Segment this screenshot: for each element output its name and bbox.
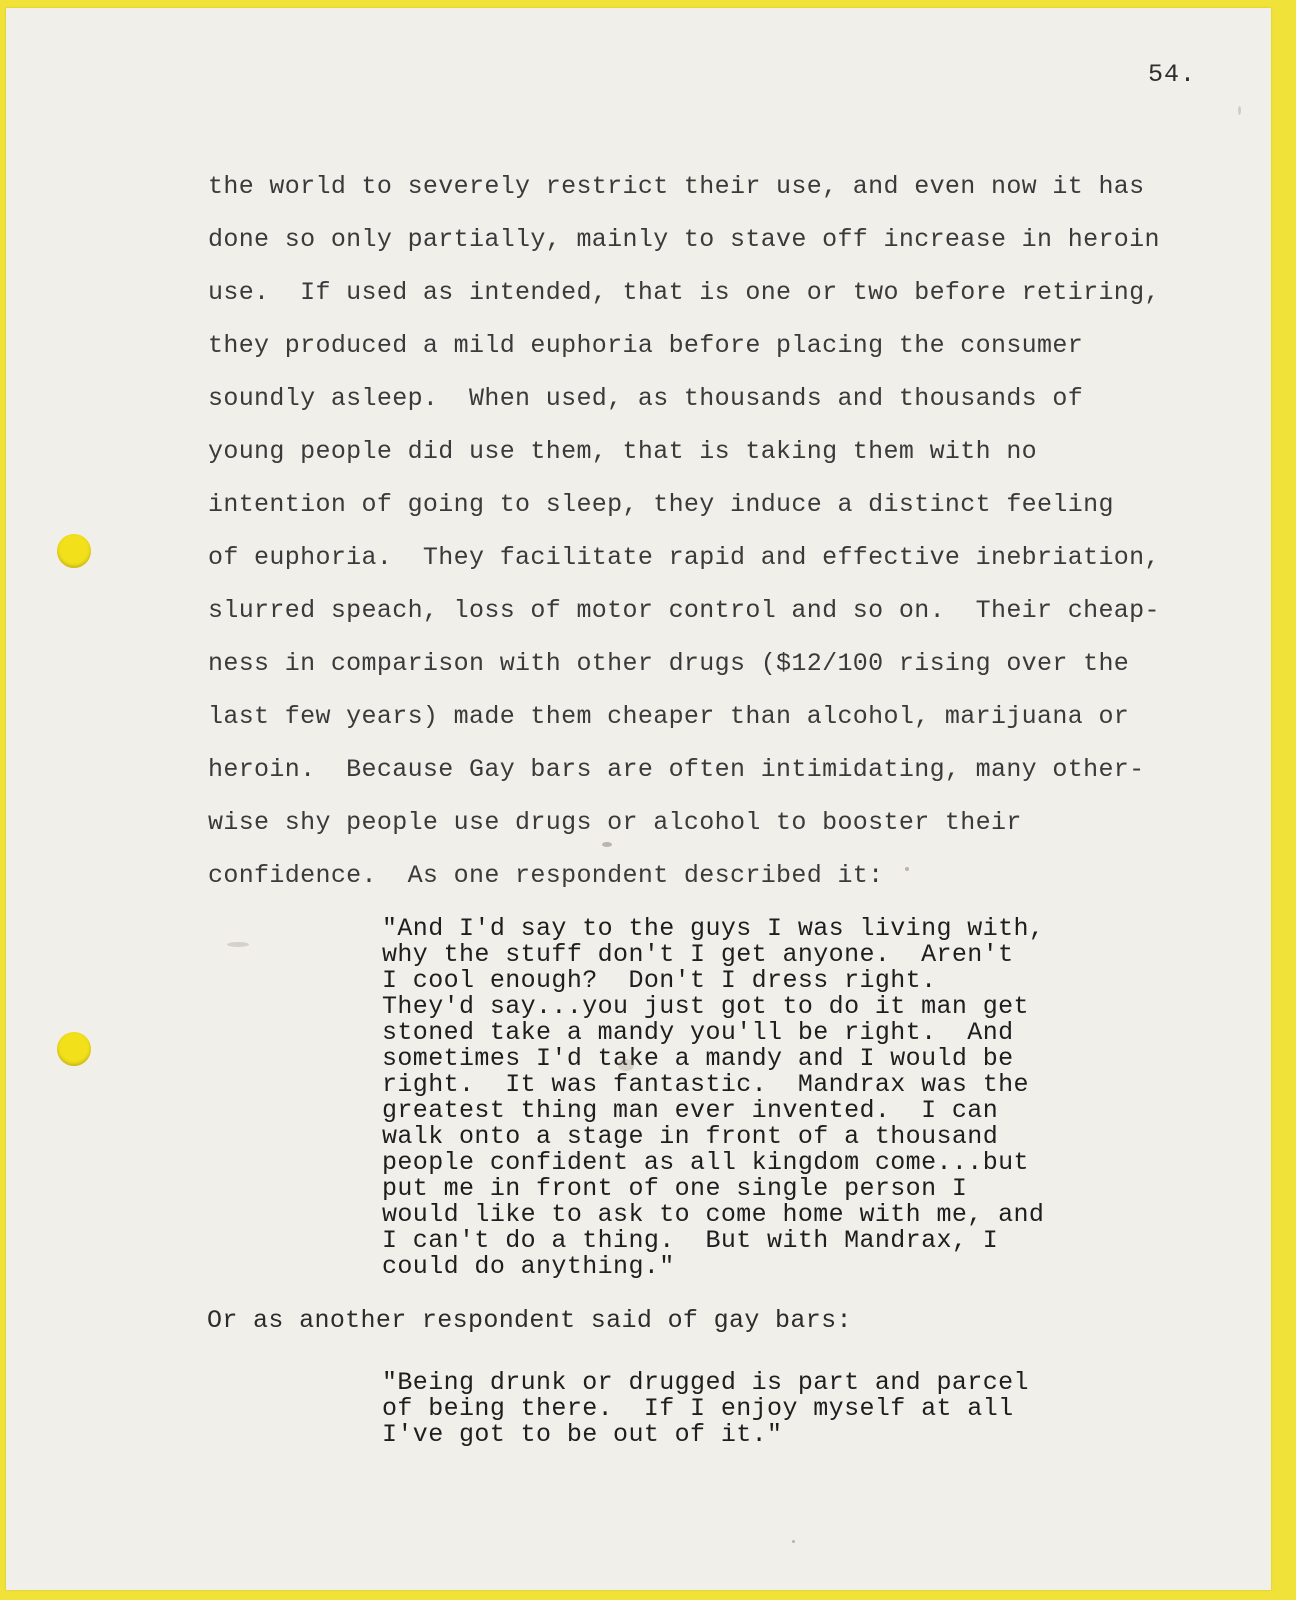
- body-line: ness in comparison with other drugs ($12/100 rising over the: [208, 649, 1130, 678]
- body-line: done so only partially, mainly to stave off increase in heroin: [208, 225, 1160, 254]
- paper-speck: [1238, 106, 1241, 115]
- body-line: wise shy people use drugs or alcohol to booster their: [208, 808, 1022, 837]
- quote-line: why the stuff don't I get anyone. Aren't: [382, 940, 1014, 969]
- block-quote: [382, 916, 1102, 1280]
- paper-speck: [792, 1540, 795, 1543]
- paper-speck: [227, 942, 249, 947]
- quote-line: I cool enough? Don't I dress right.: [382, 966, 937, 995]
- body-line: confidence. As one respondent described it:: [208, 861, 884, 890]
- body-line: soundly asleep. When used, as thousands and thousands of: [208, 384, 1084, 413]
- document-page: [6, 8, 1271, 1590]
- quote-line: They'd say...you just got to do it man get: [382, 992, 1029, 1021]
- quote-line: sometimes I'd take a mandy and I would be: [382, 1044, 1014, 1073]
- body-line: use. If used as intended, that is one or two before retiring,: [208, 278, 1160, 307]
- quote-line: "Being drunk or drugged is part and parcel: [382, 1368, 1029, 1397]
- quote-line: stoned take a mandy you'll be right. And: [382, 1018, 1014, 1047]
- body-line: heroin. Because Gay bars are often intimidating, many other-: [208, 755, 1145, 784]
- quote-line: right. It was fantastic. Mandrax was the: [382, 1070, 1029, 1099]
- quote-line: put me in front of one single person I: [382, 1174, 968, 1203]
- binder-hole: [57, 534, 91, 568]
- body-line: intention of going to sleep, they induce a distinct feeling: [208, 490, 1114, 519]
- quote-line: would like to ask to come home with me, and: [382, 1200, 1045, 1229]
- quote-line: greatest thing man ever invented. I can: [382, 1096, 999, 1125]
- binder-hole: [57, 1032, 91, 1066]
- body-line: young people did use them, that is taking them with no: [208, 437, 1038, 466]
- quote-line: people confident as all kingdom come...but: [382, 1148, 1029, 1177]
- body-line: last few years) made them cheaper than alcohol, marijuana or: [208, 702, 1130, 731]
- paper-speck: [618, 1059, 634, 1071]
- body-paragraph: [208, 160, 1208, 902]
- body-line: the world to severely restrict their use, and even now it has: [208, 172, 1145, 201]
- quote-line: I can't do a thing. But with Mandrax, I: [382, 1226, 999, 1255]
- quote-line: I've got to be out of it.": [382, 1420, 783, 1449]
- quote-line: walk onto a stage in front of a thousand: [382, 1122, 999, 1151]
- paper-speck: [602, 842, 612, 847]
- quote-line: could do anything.": [382, 1252, 675, 1281]
- quote-line: "And I'd say to the guys I was living with,: [382, 914, 1045, 943]
- quote-line: of being there. If I enjoy myself at all: [382, 1394, 1014, 1423]
- body-line: slurred speach, loss of motor control and so on. Their cheap-: [208, 596, 1160, 625]
- block-quote: [382, 1370, 1102, 1448]
- body-line: they produced a mild euphoria before placing the consumer: [208, 331, 1084, 360]
- body-line: of euphoria. They facilitate rapid and effective inebriation,: [208, 543, 1160, 572]
- intro-line: Or as another respondent said of gay bars:: [207, 1306, 852, 1335]
- paper-speck: [905, 867, 909, 871]
- page-number: 54.: [1148, 60, 1197, 89]
